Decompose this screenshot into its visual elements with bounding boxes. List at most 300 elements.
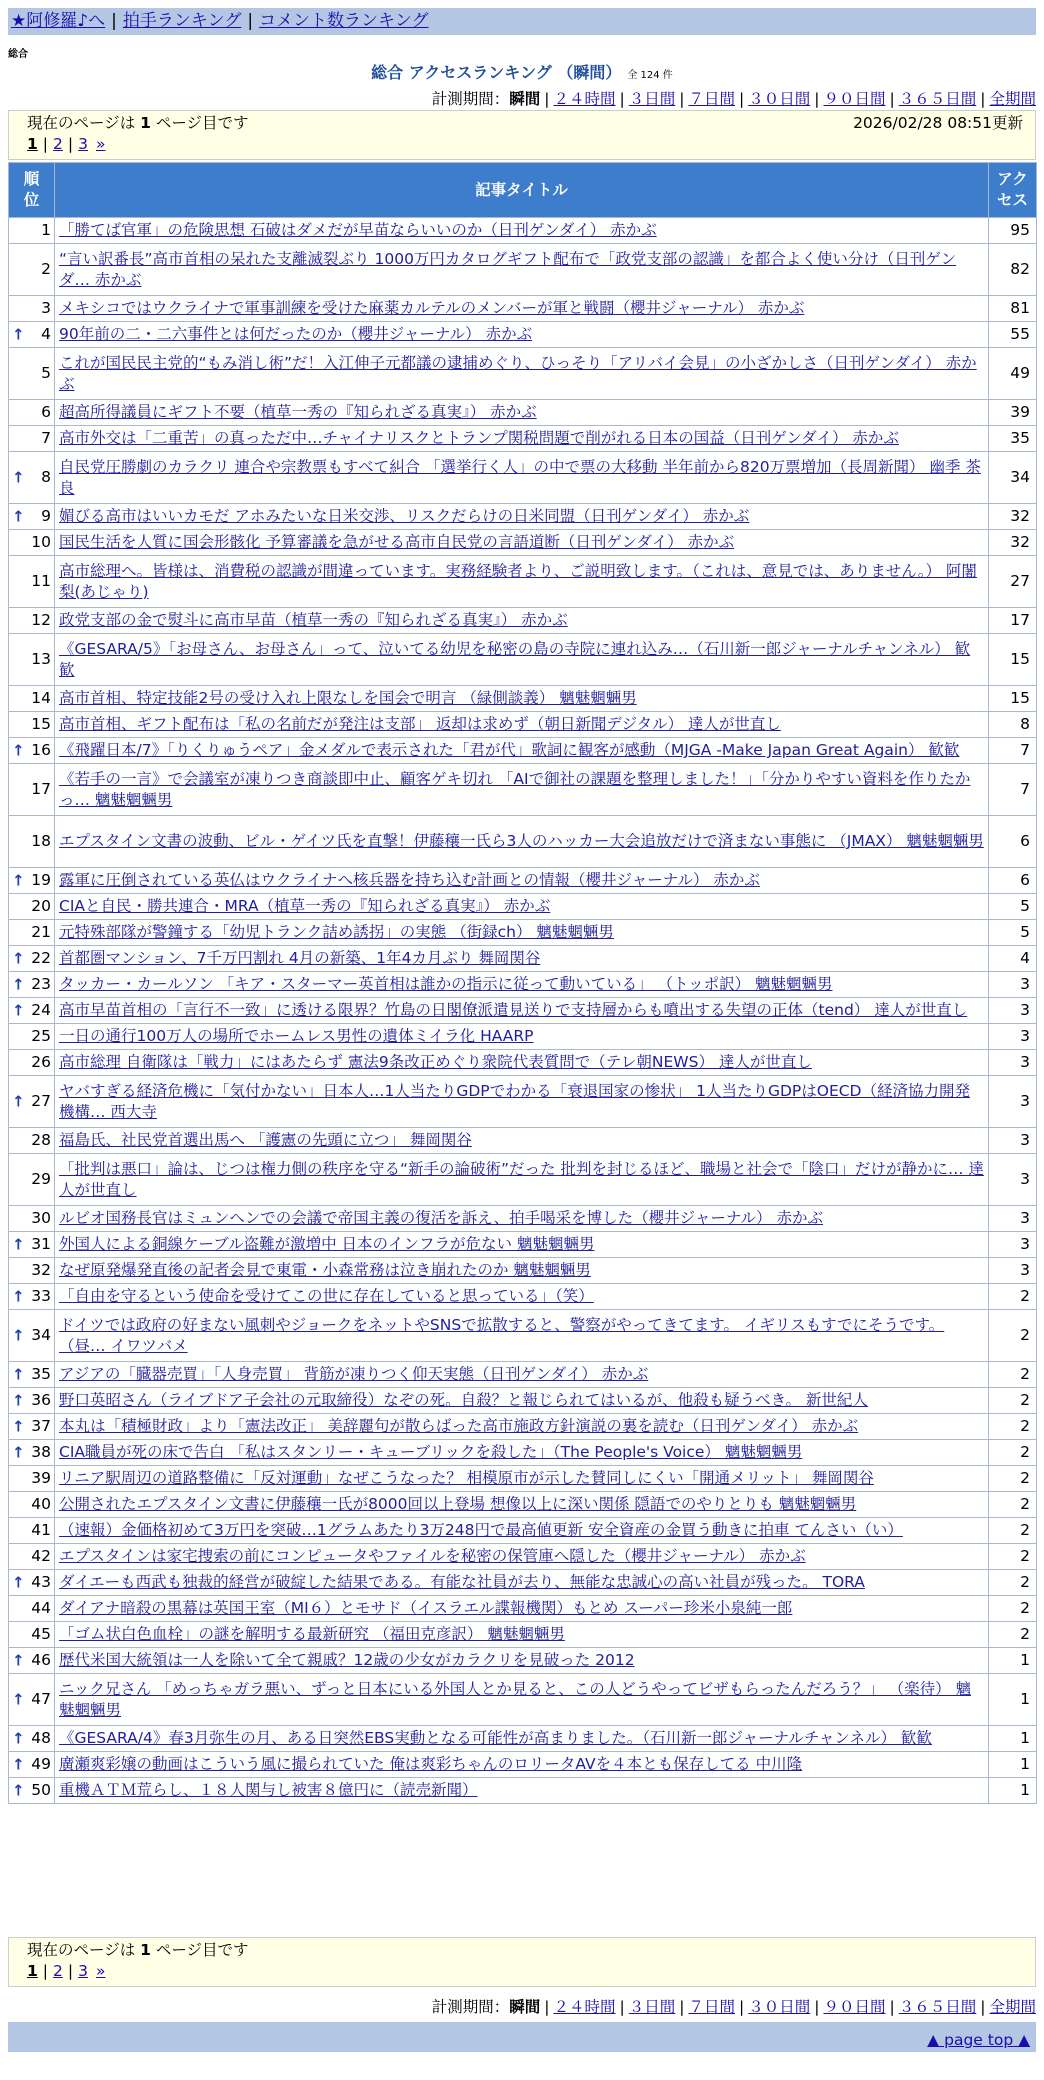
pager-top bbox=[8, 110, 1036, 160]
access-count: 3 bbox=[989, 1258, 1037, 1284]
article-title-link[interactable]: 高市首相、ギフト配布は「私の名前だが発注は支部」 返却は求めず（朝日新聞デジタル） 達人が世直し bbox=[59, 715, 781, 733]
rank-number: 13 bbox=[31, 650, 51, 668]
article-title-link[interactable]: 「自由を守るという使命を受けてこの世に存在していると思っている」（笑） bbox=[59, 1287, 594, 1305]
rank-number: 15 bbox=[31, 715, 51, 733]
title-cell bbox=[55, 218, 989, 244]
rank-cell bbox=[9, 608, 55, 634]
rank-cell bbox=[9, 556, 55, 608]
title-cell bbox=[55, 972, 989, 998]
article-title-link[interactable]: 首都圏マンション、7千万円割れ 4月の新築、1年4カ月ぶり 舞岡関谷 bbox=[59, 949, 541, 967]
pager-bottom bbox=[8, 1937, 1036, 1987]
rank-cell bbox=[9, 1440, 55, 1466]
title-cell bbox=[55, 894, 989, 920]
rank-up-arrow-icon: ↑ bbox=[12, 871, 25, 889]
article-title-link[interactable]: 外国人による銅線ケーブル盗難が激増中 日本のインフラが危ない 魑魅魍魎男 bbox=[59, 1235, 595, 1253]
title-cell bbox=[55, 1518, 989, 1544]
rank-up-arrow-icon: ↑ bbox=[12, 975, 25, 993]
rank-number: 38 bbox=[31, 1443, 51, 1461]
period-separator: | bbox=[679, 1998, 685, 2016]
pager-status-row bbox=[27, 1940, 1023, 1960]
ranking-row bbox=[9, 1206, 1037, 1232]
ranking-row bbox=[9, 1466, 1037, 1492]
access-count: 2 bbox=[989, 1440, 1037, 1466]
title-cell bbox=[55, 1622, 989, 1648]
rank-number: 4 bbox=[41, 325, 51, 343]
article-title-link[interactable]: 《GESARA/5》「お母さん、お母さん」って、泣いてる幼児を秘密の島の寺院に連れ込み…（石川新一郎ジャーナルチャンネル） 歓歓 bbox=[59, 639, 971, 679]
period-separator: | bbox=[980, 90, 986, 108]
rank-number: 47 bbox=[31, 1690, 51, 1708]
rank-cell bbox=[9, 1778, 55, 1804]
rank-number: 35 bbox=[31, 1365, 51, 1383]
rank-cell bbox=[9, 1076, 55, 1128]
rank-number: 7 bbox=[41, 429, 51, 447]
access-count: 7 bbox=[989, 764, 1037, 816]
period-link[interactable]: ３０日間 bbox=[748, 1998, 811, 2016]
access-count: 3 bbox=[989, 1128, 1037, 1154]
rank-cell bbox=[9, 1206, 55, 1232]
ranking-row bbox=[9, 1492, 1037, 1518]
title-cell bbox=[55, 1128, 989, 1154]
article-title-link[interactable]: 歴代米国大統領は一人を除いて全て親戚？12歳の少女がカラクリを見破った 2012 bbox=[59, 1651, 635, 1669]
rank-number: 32 bbox=[31, 1261, 51, 1279]
ranking-row bbox=[9, 244, 1037, 296]
rank-up-arrow-icon: ↑ bbox=[12, 1573, 25, 1591]
ranking-row bbox=[9, 712, 1037, 738]
period-link[interactable]: ７日間 bbox=[688, 1998, 735, 2016]
period-link[interactable]: ２４時間 bbox=[553, 90, 616, 108]
footer-bar bbox=[8, 2022, 1036, 2052]
article-title-link[interactable]: 政党支部の金で熨斗に高市早苗（植草一秀の『知られざる真実』） 赤かぶ bbox=[59, 611, 568, 629]
access-count: 4 bbox=[989, 946, 1037, 972]
rank-number: 6 bbox=[41, 403, 51, 421]
rank-number: 49 bbox=[31, 1755, 51, 1773]
rank-number: 45 bbox=[31, 1625, 51, 1643]
access-count: 35 bbox=[989, 426, 1037, 452]
title-cell bbox=[55, 556, 989, 608]
title-cell bbox=[55, 530, 989, 556]
rank-cell bbox=[9, 322, 55, 348]
article-title-link[interactable]: 一日の通行100万人の場所でホームレス男性の遺体ミイラ化 HAARP bbox=[59, 1027, 534, 1045]
pager-next-link[interactable]: » bbox=[96, 1962, 106, 1980]
period-separator: | bbox=[679, 90, 685, 108]
ranking-row bbox=[9, 1128, 1037, 1154]
article-title-link[interactable]: リニア駅周辺の道路整備に「反対運動」なぜこうなった？ 相模原市が示した賛同しにくい「開通メリット」 舞岡関谷 bbox=[59, 1469, 874, 1487]
rank-number: 2 bbox=[41, 260, 51, 278]
title-cell bbox=[55, 1596, 989, 1622]
period-separator: | bbox=[889, 90, 895, 108]
article-title-link[interactable]: なぜ原発爆発直後の記者会見で東電・小森常務は泣き崩れたのか 魑魅魍魎男 bbox=[59, 1261, 591, 1279]
article-title-link[interactable]: 元特殊部隊が警鐘する「幼児トランク詰め誘拐」の実態 （街録ch） 魑魅魍魎男 bbox=[59, 923, 614, 941]
rank-cell bbox=[9, 1284, 55, 1310]
access-header bbox=[989, 163, 1037, 218]
comment-ranking-link[interactable]: コメント数ランキング bbox=[259, 11, 429, 31]
access-count: 2 bbox=[989, 1544, 1037, 1570]
ranking-row bbox=[9, 1154, 1037, 1206]
title-header: 記事タイトル bbox=[55, 163, 989, 218]
access-count: 2 bbox=[989, 1310, 1037, 1362]
rank-up-arrow-icon: ↑ bbox=[12, 507, 25, 525]
rank-number: 19 bbox=[31, 871, 51, 889]
rank-number: 50 bbox=[31, 1781, 51, 1799]
access-count: 17 bbox=[989, 608, 1037, 634]
title-cell bbox=[55, 998, 989, 1024]
article-title-link[interactable]: 野口英昭さん（ライブドア子会社の元取締役）なぞの死。自殺？と報じられてはいるが、他殺も疑うべき。 新世紀人 bbox=[59, 1391, 868, 1409]
ranking-row bbox=[9, 1622, 1037, 1648]
title-cell bbox=[55, 1726, 989, 1752]
ranking-row bbox=[9, 764, 1037, 816]
rank-number: 30 bbox=[31, 1209, 51, 1227]
access-count: 32 bbox=[989, 530, 1037, 556]
pager-page-link[interactable]: 2 bbox=[53, 135, 63, 153]
article-title-link[interactable]: “言い訳番長”高市首相の呆れた支離滅裂ぶり 1000万円カタログギフト配布で「政党支部の認識」を都合よく使い分け（日刊ゲンダ… 赤かぶ bbox=[59, 249, 957, 289]
rank-up-arrow-icon: ↑ bbox=[12, 1443, 25, 1461]
title-cell bbox=[55, 712, 989, 738]
ranking-title-text: 総合 アクセスランキング （瞬間） bbox=[371, 63, 622, 82]
period-link[interactable]: 全期間 bbox=[989, 1998, 1036, 2016]
pager-page-link[interactable]: 3 bbox=[78, 1962, 89, 1980]
article-title-link[interactable]: 高市総理へ。皆様は、消費税の認識が間違っています。実務経験者より、ご説明致します。（これは、意見では、ありません。） 阿闍梨(あじゃり) bbox=[59, 561, 977, 601]
access-count: 5 bbox=[989, 894, 1037, 920]
rank-number: 23 bbox=[31, 975, 51, 993]
access-count: 6 bbox=[989, 816, 1037, 868]
pager-links bbox=[27, 1960, 1023, 1982]
period-link[interactable]: ７日間 bbox=[688, 90, 735, 108]
rank-number: 40 bbox=[31, 1495, 51, 1513]
ranking-row bbox=[9, 946, 1037, 972]
period-link[interactable]: ３６５日間 bbox=[898, 90, 977, 108]
ranking-row bbox=[9, 452, 1037, 504]
rank-cell bbox=[9, 1050, 55, 1076]
article-title-link[interactable]: 高市総理 自衛隊は「戦力」にはあたらず 憲法9条改正めぐり衆院代表質問で（テレ朝NEWS） 達人が世直し bbox=[59, 1053, 812, 1071]
pager-separator: | bbox=[67, 135, 74, 153]
ranking-row bbox=[9, 556, 1037, 608]
article-title-link[interactable]: メキシコではウクライナで軍事訓練を受けた麻薬カルテルのメンバーが軍と戦闘（櫻井ジャーナル） 赤かぶ bbox=[59, 299, 805, 317]
pager-separator: | bbox=[42, 1962, 49, 1980]
rank-cell bbox=[9, 868, 55, 894]
ranking-row bbox=[9, 400, 1037, 426]
access-count: 15 bbox=[989, 634, 1037, 686]
title-cell bbox=[55, 1648, 989, 1674]
title-cell bbox=[55, 764, 989, 816]
title-cell bbox=[55, 738, 989, 764]
period-separator: | bbox=[739, 90, 745, 108]
rank-number: 17 bbox=[31, 780, 51, 798]
rank-number: 18 bbox=[31, 832, 51, 850]
rank-up-arrow-icon: ↑ bbox=[12, 1365, 25, 1383]
rank-cell bbox=[9, 686, 55, 712]
article-title-link[interactable]: 「批判は悪口」論は、じつは権力側の秩序を守る“新手の論破術”だった 批判を封じるほど、職場と社会で「陰口」だけが静かに… 達人が世直し bbox=[59, 1159, 984, 1199]
ranking-row bbox=[9, 1570, 1037, 1596]
rank-up-arrow-icon: ↑ bbox=[12, 1092, 25, 1110]
rank-cell bbox=[9, 1648, 55, 1674]
title-cell bbox=[55, 920, 989, 946]
access-count: 81 bbox=[989, 296, 1037, 322]
pager-current-page: 1 bbox=[27, 135, 38, 153]
pager-next-link[interactable]: » bbox=[96, 135, 106, 153]
rank-cell bbox=[9, 634, 55, 686]
ranking-row bbox=[9, 1414, 1037, 1440]
title-cell bbox=[55, 1310, 989, 1362]
ranking-row bbox=[9, 1440, 1037, 1466]
rank-cell bbox=[9, 218, 55, 244]
article-title-link[interactable]: CIA職員が死の床で告白 「私はスタンリー・キューブリックを殺した」（The People's Voice） 魑魅魍魎男 bbox=[59, 1443, 803, 1461]
pager-status: 現在のページは 1 ページ目です bbox=[27, 1941, 249, 1959]
access-count: 1 bbox=[989, 1778, 1037, 1804]
article-title-link[interactable]: 重機ＡＴＭ荒らし、１８人関与し被害８億円に（読売新聞） bbox=[59, 1781, 478, 1799]
article-title-link[interactable]: 90年前の二・二六事件とは何だったのか（櫻井ジャーナル） 赤かぶ bbox=[59, 325, 533, 343]
rank-cell bbox=[9, 426, 55, 452]
rank-cell bbox=[9, 400, 55, 426]
ranking-row bbox=[9, 608, 1037, 634]
ranking-row bbox=[9, 686, 1037, 712]
title-cell bbox=[55, 634, 989, 686]
article-title-link[interactable]: これが国民民主党的“もみ消し術”だ！入江伸子元都議の逮捕めぐり、ひっそり「アリバイ会見」の小ざかしさ（日刊ゲンダイ） 赤かぶ bbox=[59, 353, 977, 393]
ranking-row bbox=[9, 296, 1037, 322]
top-nav-bar bbox=[8, 8, 1036, 35]
title-cell bbox=[55, 686, 989, 712]
rank-cell bbox=[9, 1310, 55, 1362]
article-title-link[interactable]: エプスタインは家宅捜索の前にコンピュータやファイルを秘密の保管庫へ隠した（櫻井ジャーナル） 赤かぶ bbox=[59, 1547, 806, 1565]
title-cell bbox=[55, 1232, 989, 1258]
article-title-link[interactable]: ダイアナ暗殺の黒幕は英国王室（MI６）とモサド（イスラエル諜報機関）もとめ スーパー珍米小泉純一郎 bbox=[59, 1599, 793, 1617]
rank-number: 9 bbox=[41, 507, 51, 525]
title-cell bbox=[55, 1362, 989, 1388]
article-title-link[interactable]: 本丸は「積極財政」より「憲法改正」 美辞麗句が散らばった高市施政方針演説の裏を読む（日刊ゲンダイ） 赤かぶ bbox=[59, 1417, 859, 1435]
rank-up-arrow-icon: ↑ bbox=[12, 949, 25, 967]
title-cell bbox=[55, 244, 989, 296]
article-title-link[interactable]: CIAと自民・勝共連合・MRA（植草一秀の『知られざる真実』） 赤かぶ bbox=[59, 897, 551, 915]
period-link[interactable]: ９０日間 bbox=[823, 1998, 886, 2016]
rank-number: 46 bbox=[31, 1651, 51, 1669]
title-cell bbox=[55, 1674, 989, 1726]
ranking-row bbox=[9, 1362, 1037, 1388]
article-title-link[interactable]: タッカー・カールソン 「キア・スターマー英首相は誰かの指示に従って動いている」 （トッポ訳） 魑魅魍魎男 bbox=[59, 975, 833, 993]
period-link[interactable]: 全期間 bbox=[989, 90, 1036, 108]
title-cell bbox=[55, 946, 989, 972]
article-title-link[interactable]: 高市外交は「二重苦」の真っただ中…チャイナリスクとトランプ関税問題で削がれる日本の国益（日刊ゲンダイ） 赤かぶ bbox=[59, 429, 899, 447]
rank-up-arrow-icon: ↑ bbox=[12, 741, 25, 759]
rank-cell bbox=[9, 1674, 55, 1726]
rank-cell bbox=[9, 1414, 55, 1440]
period-link[interactable]: ２４時間 bbox=[553, 1998, 616, 2016]
rank-number: 36 bbox=[31, 1391, 51, 1409]
ranking-row bbox=[9, 1258, 1037, 1284]
article-title-link[interactable]: ニック兄さん 「めっちゃガラ悪い、ずっと日本にいる外国人とか見ると、この人どうやってビザもらったんだろう？」 （楽待） 魑魅魍魎男 bbox=[59, 1679, 972, 1719]
period-selector bbox=[432, 87, 1036, 109]
ranking-row bbox=[9, 634, 1037, 686]
access-count: 2 bbox=[989, 1596, 1037, 1622]
rank-number: 39 bbox=[31, 1469, 51, 1487]
title-cell bbox=[55, 296, 989, 322]
rank-cell bbox=[9, 1258, 55, 1284]
article-title-link[interactable]: ヤバすぎる経済危機に「気付かない」日本人…1人当たりGDPでわかる「衰退国家の惨状」 1人当たりGDPはOECD（経済協力開発機構… 西大寺 bbox=[59, 1081, 970, 1121]
access-header-label: アクセス bbox=[996, 170, 1028, 209]
rank-number: 26 bbox=[31, 1053, 51, 1071]
article-title-link[interactable]: 高市早苗首相の「言行不一致」に透ける限界？竹島の日閣僚派遣見送りで支持層からも噴出する失望の正体（tend） 達人が世直し bbox=[59, 1001, 968, 1019]
rank-cell bbox=[9, 296, 55, 322]
period-link[interactable]: ３日間 bbox=[628, 1998, 676, 2016]
title-cell bbox=[55, 1466, 989, 1492]
ranking-row bbox=[9, 1596, 1037, 1622]
rank-up-arrow-icon: ↑ bbox=[12, 1235, 25, 1253]
article-title-link[interactable]: 《飛躍日本/7》「りくりゅうペア」金メダルで表示された「君が代」歌詞に観客が感動（MJGA -Make Japan Great Again） 歓歓 bbox=[59, 741, 960, 759]
rank-cell bbox=[9, 1596, 55, 1622]
period-separator: | bbox=[980, 1998, 986, 2016]
pager-separator: | bbox=[67, 1962, 74, 1980]
rank-number: 22 bbox=[31, 949, 51, 967]
ranking-row bbox=[9, 1778, 1037, 1804]
article-title-link[interactable]: 公開されたエプスタイン文書に伊藤穰一氏が8000回以上登場 想像以上に深い関係 隠語でのやりとりも 魑魅魍魎男 bbox=[59, 1495, 857, 1513]
article-title-link[interactable]: ダイエーも西武も独裁的経営が破綻した結果である。有能な社員が去り、無能な忠誠心の高い社員が残った。 TORA bbox=[59, 1573, 865, 1591]
ranking-row bbox=[9, 1310, 1037, 1362]
access-count: 39 bbox=[989, 400, 1037, 426]
access-count: 3 bbox=[989, 1206, 1037, 1232]
rank-header-label: 順位 bbox=[23, 170, 40, 209]
access-count: 3 bbox=[989, 1232, 1037, 1258]
period-separator: | bbox=[619, 90, 625, 108]
rank-up-arrow-icon: ↑ bbox=[12, 1001, 25, 1019]
article-title-link[interactable]: アジアの「臓器売買」「人身売買」 背筋が凍りつく仰天実態（日刊ゲンダイ） 赤かぶ bbox=[59, 1365, 649, 1383]
rank-number: 43 bbox=[31, 1573, 51, 1591]
rank-number: 3 bbox=[41, 299, 51, 317]
period-separator: | bbox=[814, 1998, 820, 2016]
ranking-row bbox=[9, 1024, 1037, 1050]
title-cell bbox=[55, 1570, 989, 1596]
rank-cell bbox=[9, 530, 55, 556]
ranking-row bbox=[9, 1544, 1037, 1570]
article-title-link[interactable]: 廣瀬爽彩嬢の動画はこういう風に撮られていた 俺は爽彩ちゃんのロリータAVを４本とも保存してる 中川隆 bbox=[59, 1755, 803, 1773]
access-count: 49 bbox=[989, 348, 1037, 400]
rank-number: 28 bbox=[31, 1131, 51, 1149]
rank-number: 12 bbox=[31, 611, 51, 629]
access-count: 2 bbox=[989, 1284, 1037, 1310]
article-title-link[interactable]: 《GESARA/4》春3月弥生の月、ある日突然EBS実動となる可能性が高まりました。（石川新一郎ジャーナルチャンネル） 歓歓 bbox=[59, 1729, 932, 1747]
access-count: 1 bbox=[989, 1648, 1037, 1674]
rank-cell bbox=[9, 1518, 55, 1544]
rank-up-arrow-icon: ↑ bbox=[12, 1651, 25, 1669]
title-cell bbox=[55, 868, 989, 894]
title-cell bbox=[55, 1258, 989, 1284]
rank-cell bbox=[9, 946, 55, 972]
ranking-row bbox=[9, 1648, 1037, 1674]
rank-number: 11 bbox=[31, 572, 51, 590]
pager-page-link[interactable]: 2 bbox=[53, 1962, 63, 1980]
rank-up-arrow-icon: ↑ bbox=[12, 325, 25, 343]
article-title-link[interactable]: （速報）金価格初めて3万円を突破…1グラムあたり3万248円で最高値更新 安全資産の金買う動きに拍車 てんさい（い） bbox=[59, 1521, 903, 1539]
period-separator: | bbox=[814, 90, 820, 108]
article-title-link[interactable]: 自民党圧勝劇のカラクリ 連合や宗教票もすべて糾合 「選挙行く人」の中で票の大移動 半年前から820万票増加（長周新聞） 幽季 茶良 bbox=[59, 457, 981, 497]
access-count: 95 bbox=[989, 218, 1037, 244]
rank-cell bbox=[9, 712, 55, 738]
rank-cell bbox=[9, 1622, 55, 1648]
pager-status: 現在のページは 1 ページ目です bbox=[27, 114, 249, 132]
access-count: 6 bbox=[989, 868, 1037, 894]
ranking-title bbox=[0, 60, 1044, 83]
ranking-row bbox=[9, 348, 1037, 400]
pager-status-row bbox=[27, 113, 1023, 133]
ranking-row bbox=[9, 920, 1037, 946]
updated-time: 2026/02/28 08:51更新 bbox=[853, 114, 1023, 132]
rank-cell bbox=[9, 1726, 55, 1752]
nav-separator: | bbox=[247, 11, 254, 31]
rank-up-arrow-icon: ↑ bbox=[12, 1729, 25, 1747]
rank-cell bbox=[9, 1362, 55, 1388]
article-title-link[interactable]: エプスタイン文書の波動、ビル・ゲイツ氏を直撃！伊藤穰一氏ら3人のハッカー大会追放だけで済まない事態に （JMAX） 魑魅魍魎男 bbox=[59, 832, 984, 850]
article-title-link[interactable]: ドイツでは政府の好まない風刺やジョークをネットやSNSで拡散すると、警察がやってきてます。 イギリスもすでにそうです。 （昼… イワツバメ bbox=[59, 1315, 945, 1355]
title-cell bbox=[55, 452, 989, 504]
article-title-link[interactable]: 露軍に圧倒されている英仏はウクライナへ核兵器を持ち込む計画との情報（櫻井ジャーナル） 赤かぶ bbox=[59, 871, 760, 889]
period-link[interactable]: ３０日間 bbox=[748, 90, 811, 108]
ranking-row bbox=[9, 1388, 1037, 1414]
rank-cell bbox=[9, 1388, 55, 1414]
title-cell bbox=[55, 1050, 989, 1076]
ranking-row bbox=[9, 738, 1037, 764]
access-count: 3 bbox=[989, 1024, 1037, 1050]
ranking-row bbox=[9, 1284, 1037, 1310]
access-count: 8 bbox=[989, 712, 1037, 738]
title-cell bbox=[55, 816, 989, 868]
rank-number: 10 bbox=[31, 533, 51, 551]
rank-up-arrow-icon: ↑ bbox=[12, 1755, 25, 1773]
access-count: 3 bbox=[989, 1154, 1037, 1206]
rank-cell bbox=[9, 738, 55, 764]
title-cell bbox=[55, 348, 989, 400]
article-title-link[interactable]: 媚びる高市はいいカモだ アホみたいな日米交渉、リスクだらけの日米同盟（日刊ゲンダイ） 赤かぶ bbox=[59, 507, 750, 525]
applause-ranking-link[interactable]: 拍手ランキング bbox=[122, 11, 242, 31]
ranking-row bbox=[9, 504, 1037, 530]
rank-up-arrow-icon: ↑ bbox=[12, 1417, 25, 1435]
pager-page-link[interactable]: 3 bbox=[78, 135, 89, 153]
ranking-table-body bbox=[9, 218, 1037, 1804]
page-top-link[interactable]: ▲ page top ▲ bbox=[927, 2031, 1030, 2049]
article-title-link[interactable]: 「ゴム状白色血栓」の謎を解明する最新研究 （福田克彦訳） 魑魅魍魎男 bbox=[59, 1625, 565, 1643]
article-title-link[interactable]: ルビオ国務長官はミュンヘンでの会議で帝国主義の復活を訴え、拍手喝采を博した（櫻井ジャーナル） 赤かぶ bbox=[59, 1209, 823, 1227]
rank-cell bbox=[9, 894, 55, 920]
article-title-link[interactable]: 国民生活を人質に国会形骸化 予算審議を急がせる高市自民党の言語道断（日刊ゲンダイ） 赤かぶ bbox=[59, 533, 735, 551]
access-count: 3 bbox=[989, 998, 1037, 1024]
title-cell bbox=[55, 1752, 989, 1778]
rank-cell bbox=[9, 764, 55, 816]
access-count: 2 bbox=[989, 1414, 1037, 1440]
access-count: 1 bbox=[989, 1752, 1037, 1778]
title-cell bbox=[55, 1492, 989, 1518]
ranking-row bbox=[9, 1518, 1037, 1544]
access-count: 2 bbox=[989, 1622, 1037, 1648]
article-title-link[interactable]: 《若手の一言》で会議室が凍りつき商談即中止、顧客ゲキ切れ 「AIで御社の課題を整理しました！」「分かりやすい資料を作りたかっ… 魑魅魍魎男 bbox=[59, 769, 971, 809]
ranking-row bbox=[9, 1232, 1037, 1258]
title-cell bbox=[55, 1414, 989, 1440]
article-title-link[interactable]: 「勝てば官軍」の危険思想 石破はダメだが早苗ならいいのか（日刊ゲンダイ） 赤かぶ bbox=[59, 221, 657, 239]
access-count: 34 bbox=[989, 452, 1037, 504]
rank-cell bbox=[9, 1544, 55, 1570]
rank-cell bbox=[9, 1466, 55, 1492]
article-title-link[interactable]: 超高所得議員にギフト不要（植草一秀の『知られざる真実』） 赤かぶ bbox=[59, 403, 537, 421]
period-link[interactable]: ３６５日間 bbox=[898, 1998, 977, 2016]
access-count: 2 bbox=[989, 1388, 1037, 1414]
title-cell bbox=[55, 1440, 989, 1466]
period-link[interactable]: ９０日間 bbox=[823, 90, 886, 108]
category-label: 総合 bbox=[8, 49, 28, 60]
period-link[interactable]: ３日間 bbox=[628, 90, 676, 108]
ranking-row bbox=[9, 894, 1037, 920]
article-title-link[interactable]: 福島氏、社民党首選出馬へ 「護憲の先頭に立つ」 舞岡関谷 bbox=[59, 1131, 472, 1149]
article-title-link[interactable]: 高市首相、特定技能2号の受け入れ上限なしを国会で明言 （緑側談義） 魑魅魍魎男 bbox=[59, 689, 637, 707]
period-separator: | bbox=[739, 1998, 745, 2016]
rank-number: 41 bbox=[31, 1521, 51, 1539]
asyura-home-link[interactable]: ★阿修羅♪へ bbox=[11, 11, 106, 31]
rank-cell bbox=[9, 998, 55, 1024]
title-cell bbox=[55, 322, 989, 348]
